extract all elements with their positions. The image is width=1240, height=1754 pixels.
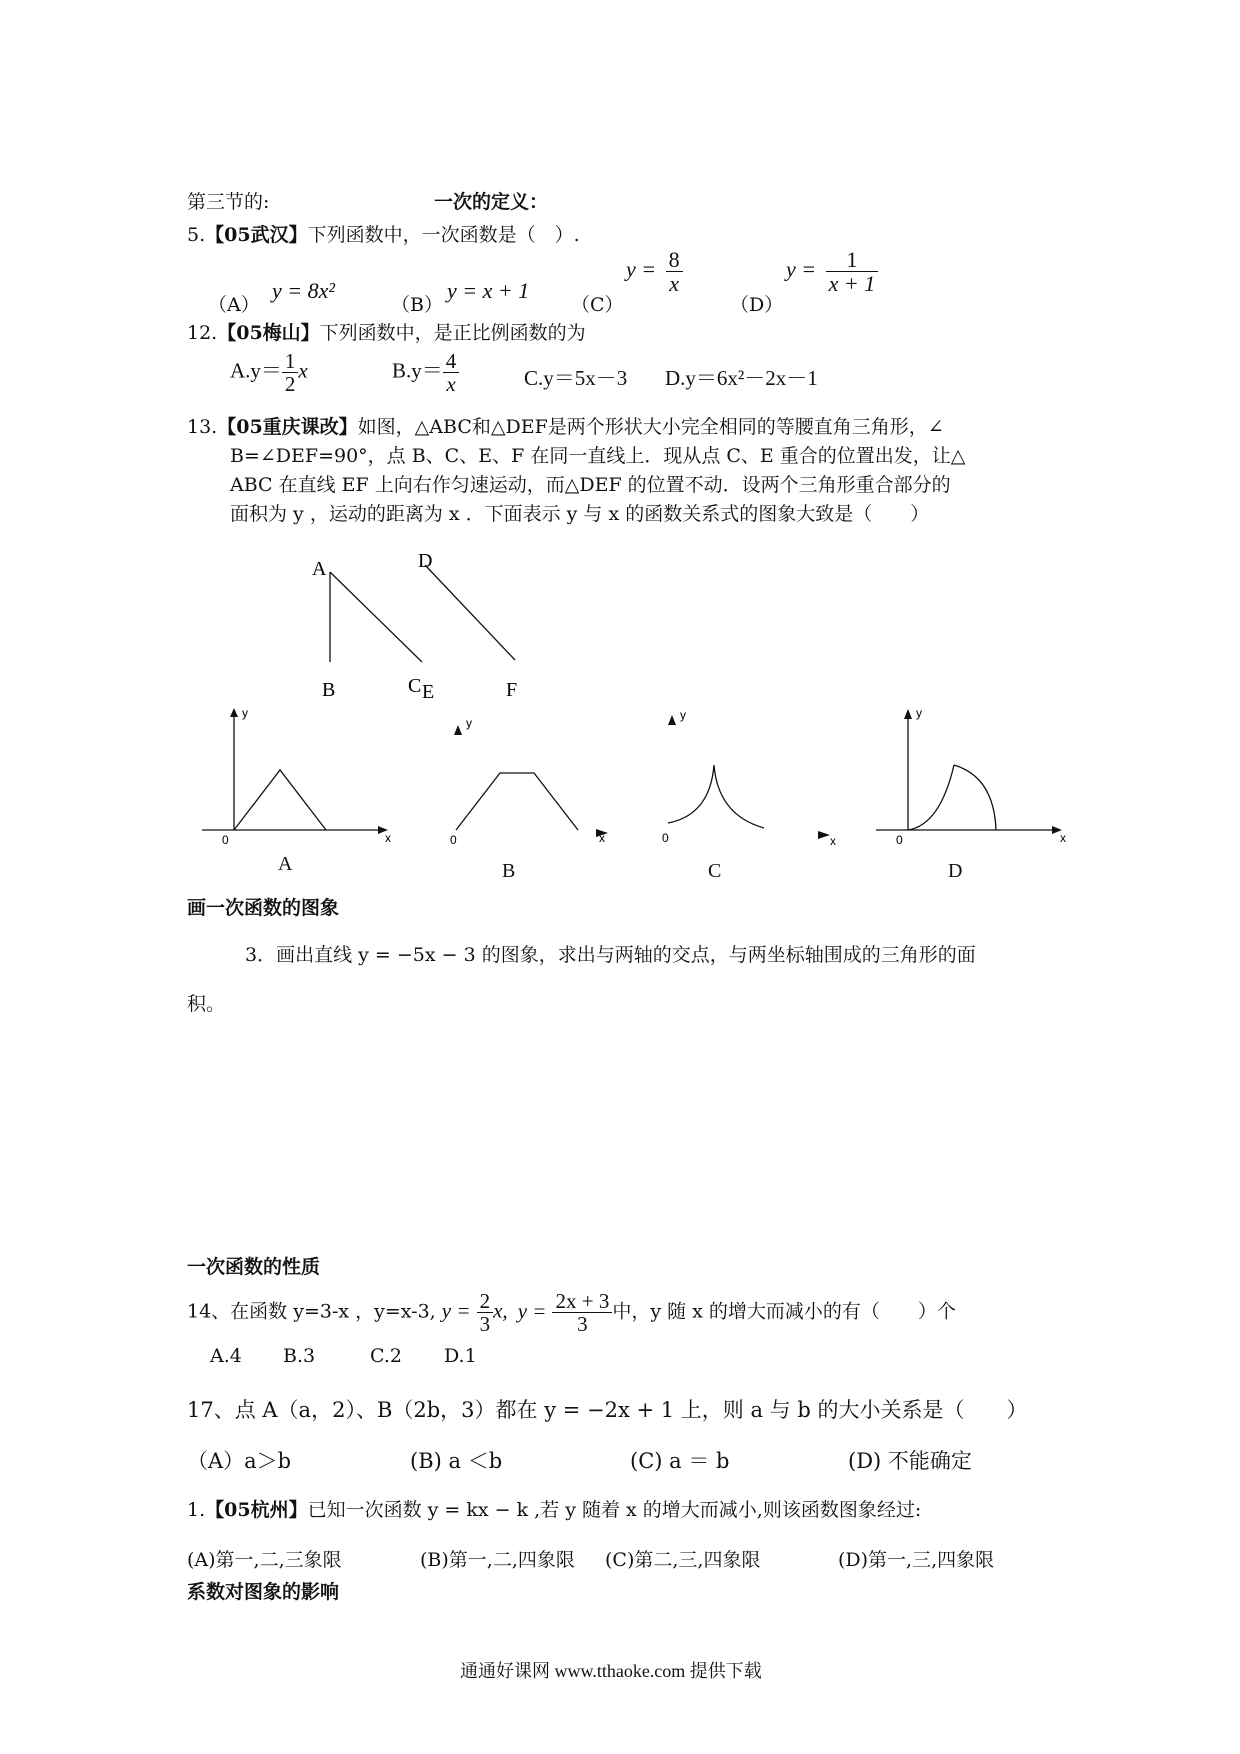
q5-c-lhs: y =	[626, 256, 657, 282]
graph-c	[652, 705, 852, 845]
q5-option-d-expr	[786, 248, 878, 295]
q14-option-a: A.4	[210, 1345, 242, 1367]
q12-option-b	[392, 350, 459, 395]
q5-option-a-expr: y = 8x²	[272, 278, 335, 303]
heading-coefficients: 系数对图象的影响	[187, 1581, 340, 1603]
section-title: 第三节的:	[187, 191, 270, 213]
q12-b-numerator: 4	[445, 349, 457, 373]
q5-source: 【05武汉】	[205, 224, 308, 246]
q14-f2-lhs: y =	[517, 1298, 547, 1323]
q5-option-d-label: （D）	[730, 294, 784, 316]
y-arrow-icon	[668, 715, 676, 725]
q12-a-var: x	[298, 358, 308, 383]
q1-option-b: (B)第一,二,四象限	[420, 1549, 575, 1571]
question-17: 17、点 A（a，2）、B（2b，3）都在 y = −2x + 1 上，则 a 与 b 的大小关系是（ ）	[187, 1398, 1028, 1422]
q13-line1: 如图，△ABC和△DEF是两个形状大小完全相同的等腰直角三角形，∠	[357, 416, 944, 438]
q17-option-a: （A）a＞b	[187, 1449, 292, 1473]
q12-source: 【05梅山】	[217, 322, 320, 344]
q1-number: 1.	[187, 1499, 206, 1521]
question-13-line-2: B=∠DEF=90°，点 B、C、E、F 在同一直线上．现从点 C、E 重合的位置出发，让△	[230, 445, 966, 467]
graph-d-curve-rising	[908, 765, 954, 830]
section-subtitle: 一次的定义：	[434, 191, 549, 213]
q5-option-c-label: （C）	[571, 294, 624, 316]
question-5	[187, 220, 580, 247]
graph-a	[198, 705, 398, 845]
y-axis-label: y	[916, 706, 922, 720]
q14-option-c: C.2	[370, 1345, 402, 1367]
question-3-line-1: 3．画出直线 y = −5x − 3 的图象，求出与两轴的交点，与两坐标轴围成的三角形的面	[245, 944, 976, 966]
q5-option-a-label: （A）	[208, 294, 260, 316]
question-13-line-4: 面积为 y ，运动的距离为 x ．下面表示 y 与 x 的函数关系式的图象大致是（ ）	[230, 503, 930, 525]
q14-f2-numerator: 2x + 3	[555, 1289, 610, 1313]
q12-number: 12.	[187, 322, 218, 344]
question-13-line-1	[187, 412, 944, 439]
y-arrow-icon	[454, 725, 462, 735]
graph-a-label: A	[278, 853, 293, 875]
q14-option-d: D.1	[444, 1345, 477, 1367]
graph-d-label: D	[948, 860, 963, 882]
q12-option-a	[230, 350, 308, 395]
x-axis-label: x	[1060, 831, 1066, 845]
q5-c-denominator: x	[666, 271, 683, 295]
heading-draw-graph: 画一次函数的图象	[187, 897, 340, 919]
q14-f1-denominator: 3	[477, 1312, 494, 1335]
segment-df	[425, 565, 515, 660]
q5-number: 5.	[187, 224, 206, 246]
graph-a-curve	[234, 770, 326, 830]
q14-prefix: 14、在函数 y=3-x ，y=x-3,	[187, 1300, 442, 1323]
question-14	[187, 1290, 956, 1335]
x-axis-label: x	[385, 831, 391, 845]
point-label-d: D	[418, 550, 433, 572]
y-axis-label: y	[680, 708, 686, 722]
y-arrow-icon	[904, 709, 912, 719]
origin-label: 0	[662, 831, 669, 845]
question-1	[187, 1495, 921, 1522]
graph-b-curve	[456, 773, 578, 830]
y-arrow-icon	[230, 708, 238, 717]
page-footer: 通通好课网 www.tthaoke.com 提供下载	[460, 1661, 762, 1681]
graph-b	[436, 705, 616, 845]
question-12	[187, 318, 586, 345]
point-label-c: C	[408, 675, 422, 697]
q12-b-prefix: B.y＝	[392, 358, 443, 383]
q14-f1-lhs: y =	[441, 1298, 471, 1323]
point-label-e: E	[422, 681, 435, 700]
point-label-a: A	[312, 558, 327, 580]
graph-c-label: C	[708, 860, 722, 882]
q14-f1-var: x,	[493, 1298, 508, 1323]
q1-source: 【05杭州】	[205, 1499, 308, 1521]
q5-d-numerator: 1	[846, 247, 858, 272]
q1-option-d: (D)第一,三,四象限	[838, 1549, 995, 1571]
q12-option-c: C.y＝5x－3	[524, 366, 628, 390]
origin-label: 0	[222, 833, 229, 845]
q5-option-b-expr: y = x + 1	[447, 278, 530, 303]
x-arrow-icon	[818, 831, 830, 839]
q5-d-lhs: y =	[786, 256, 817, 282]
graph-b-label: B	[502, 860, 516, 882]
segment-ac	[330, 572, 422, 662]
q17-option-b: (B) a ＜b	[410, 1449, 503, 1473]
q14-f2-denominator: 3	[552, 1312, 612, 1335]
q5-c-numerator: 8	[668, 247, 680, 272]
q12-stem: 下列函数中，是正比例函数的为	[319, 322, 586, 344]
q13-number: 13.	[187, 416, 218, 438]
q5-d-denominator: x + 1	[826, 271, 879, 295]
question-13-line-3: ABC 在直线 EF 上向右作匀速运动，而△DEF 的位置不动．设两个三角形重合部分的	[230, 474, 951, 496]
q1-stem: 已知一次函数 y = kx − k ,若 y 随着 x 的增大而减小,则该函数图象经过:	[307, 1499, 922, 1521]
x-axis-label: x	[599, 831, 605, 845]
y-axis-label: y	[242, 706, 248, 720]
graph-d	[870, 705, 1070, 845]
triangles-figure	[300, 540, 560, 700]
q14-f1-numerator: 2	[479, 1289, 491, 1313]
graph-d-curve-falling	[954, 765, 996, 830]
heading-properties: 一次函数的性质	[187, 1256, 321, 1278]
x-axis-label: x	[830, 834, 836, 845]
origin-label: 0	[896, 833, 903, 845]
q12-a-prefix: A.y＝	[230, 358, 282, 383]
q5-stem: 下列函数中，一次函数是（ ）.	[307, 224, 580, 246]
y-axis-label: y	[466, 716, 472, 730]
point-label-f: F	[506, 679, 518, 700]
point-label-b: B	[322, 679, 336, 700]
q14-option-b: B.3	[283, 1345, 316, 1367]
q1-option-a: (A)第一,二,三象限	[187, 1549, 342, 1571]
graph-c-curve	[668, 765, 764, 828]
origin-label: 0	[450, 833, 457, 845]
question-3-line-2: 积。	[187, 993, 226, 1015]
q12-a-numerator: 1	[284, 349, 296, 373]
q17-option-d: (D) 不能确定	[848, 1449, 972, 1473]
q13-source: 【05重庆课改】	[217, 416, 358, 438]
q12-option-d: D.y＝6x²－2x－1	[665, 366, 818, 390]
q5-option-b-label: （B）	[391, 294, 443, 316]
q14-suffix: 中，y 随 x 的增大而减小的有（ ）个	[612, 1300, 956, 1323]
q12-b-denominator: x	[443, 372, 460, 395]
q17-option-c: (C) a ＝ b	[630, 1449, 730, 1473]
q1-option-c: (C)第二,三,四象限	[605, 1549, 761, 1571]
q5-option-c-expr	[626, 248, 683, 295]
q12-a-denominator: 2	[282, 372, 299, 395]
